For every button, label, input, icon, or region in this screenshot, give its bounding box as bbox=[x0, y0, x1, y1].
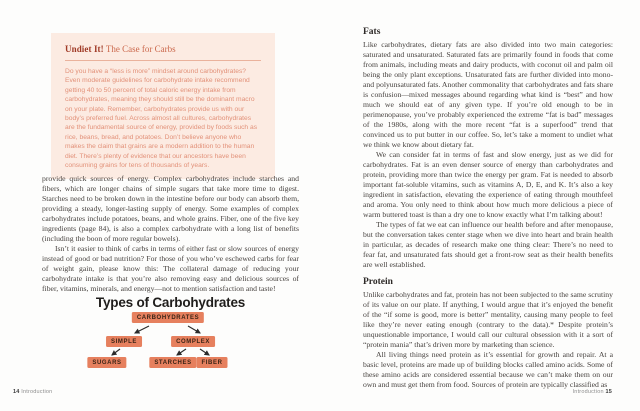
body-paragraph: Like carbohydrates, dietary fats are also divided into two main categories: saturated and unsaturated. Saturated fats are primarily found in foods that come from animals, including meats and dairy products, with coconut oil and palm oil being the only plant exceptions. Unsaturated fats are further divided into mono- and polyunsaturated fats. Another commonality that carbohydrates and fats share is confusion—mixed messages abound regarding what kind is “best” and how much we should eat of any given type. If you’re old enough to be in perimenopause, you’ve probably experienced the extreme “fat is bad” messages of the 1980s, along with the more recent “fat is a superfood” trend that convinced us to put butter in our coffee. So, let’s take a moment to undiet what we think we know about dietary fat. bbox=[363, 40, 613, 149]
flowchart-node-simple: SIMPLE bbox=[106, 336, 142, 347]
flowchart-title: Types of Carbohydrates bbox=[95, 295, 246, 310]
left-page bbox=[42, 0, 299, 411]
callout-body-text: Do you have a “less is more” mindset around carbohydrates? Even moderate guidelines for carbohydrate intake recommend getting 40 to 50 percent of total caloric energy intake from carbohydrates, meaning they should still be the dominant macro on your plate. Remember, carbohydrates provide us with our body’s preferred fuel. Across almost all cultures, carbohydrates are the fundamental source of energy, provided by foods such as rice, beans, bread, and potatoes. Don’t believe anyone who makes the claim that grains are a modern addition to the human diet. There’s plenty of evidence that our ancestors have been consuming grains for tens of thousands of years. bbox=[65, 68, 258, 170]
right-page bbox=[363, 0, 613, 411]
body-paragraph: Unlike carbohydrates and fat, protein has not been subjected to the same scrutiny of its value on our plate. If anything, I would argue that it’s enjoyed the benefit of the “if some is good, more is better” mentality, causing many people to feel like they’re never eating enough (contrary to the data).* Despite protein’s unquestionable importance, I would call our cultural obsession with it a sort of “protein mania” that’s driven more by marketing than science. bbox=[363, 290, 613, 349]
flowchart-node-starches: STARCHES bbox=[149, 357, 196, 368]
body-paragraph: provide quick sources of energy. Complex carbohydrates include starches and fibers, which are longer chains of simple sugars that take more time to digest. Starches need to be broken down in the intestine before our body can absorb them, providing a steady, longer-lasting supply of energy. Some examples of complex carbohydrates include potatoes, beans, and whole grains. Fiber, one of the five key ingredients (page 84), is also a complex carbohydrate with a long list of benefits (including the boon of more regular bowels). bbox=[42, 174, 299, 243]
callout-kicker: Undiet It! bbox=[65, 44, 104, 54]
body-paragraph: The types of fat we eat can influence our health before and after menopause, but the conversation takes center stage when we dive into heart and brain health in particular, as decades of research make one thing clear: There’s no need to fear fat, and unsaturated fats should get a front-row seat as their health benefits are well established. bbox=[363, 220, 613, 269]
right-page-footer bbox=[573, 389, 612, 395]
flowchart-node-complex: COMPLEX bbox=[171, 336, 215, 347]
right-footer-section: Introduction bbox=[572, 389, 604, 395]
callout-title: The Case for Carbs bbox=[105, 44, 176, 54]
flowchart-node-carbohydrates: CARBOHYDRATES bbox=[132, 312, 204, 323]
carbohydrates-flowchart bbox=[42, 295, 299, 383]
flowchart-node-sugars: SUGARS bbox=[87, 357, 126, 368]
right-page-number: 15 bbox=[605, 389, 612, 395]
left-page-footer bbox=[13, 389, 52, 395]
left-page-body bbox=[42, 174, 299, 294]
callout-heading bbox=[65, 44, 261, 55]
body-paragraph: We can consider fat in terms of fast and slow energy, just as we did for carbohydrates. Fat is an even denser source of energy than carbohydrates and protein, providing more than twice the energy per gram. Fat is needed to absorb important fat-soluble vitamins, such as vitamins A, D, E, and K. It’s also a key ingredient in satisfaction, elevating the experience of eating through mouthfeel and aroma. You only need to think about how much more delicious a piece of warm buttered toast is than a dry one to know exactly what I’m talking about! bbox=[363, 150, 613, 219]
callout-divider bbox=[65, 60, 261, 61]
left-page-number: 14 bbox=[13, 389, 20, 395]
section-heading-protein: Protein bbox=[363, 277, 393, 287]
body-paragraph: All living things need protein as it’s essential for growth and repair. At a basic level, proteins are made up of building blocks called amino acids. Some of these amino acids are considered essential because we can’t make them on our own and must get them from food. Sources of protein are typically classified as bbox=[363, 350, 613, 389]
section-heading-fats: Fats bbox=[363, 27, 381, 37]
left-footer-section: Introduction bbox=[21, 389, 53, 395]
body-paragraph: Isn’t it easier to think of carbs in terms of either fast or slow sources of energy instead of good or bad nutrition? For those of you who’ve eschewed carbs for fear of weight gain, please know this: The collateral damage of reducing your carbohydrate intake is that you’re also removing easy and delicious sources of fiber, vitamins, minerals, and energy—not to mention satisfaction and taste! bbox=[42, 244, 299, 293]
flowchart-node-fiber: FIBER bbox=[197, 357, 228, 368]
carbs-callout-box bbox=[51, 33, 275, 179]
